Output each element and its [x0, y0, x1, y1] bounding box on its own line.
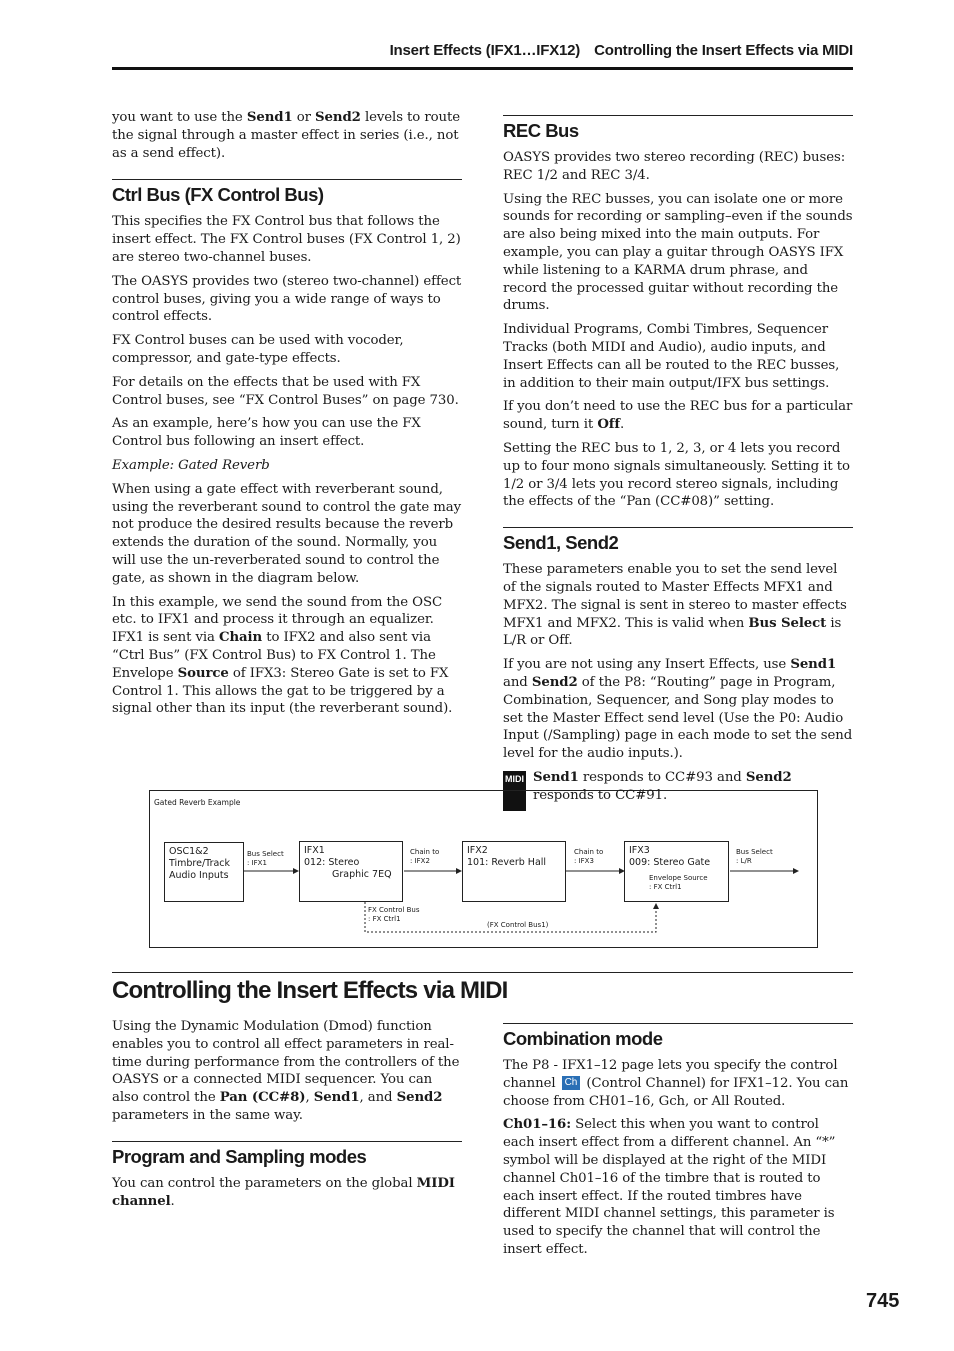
midi-icon: MIDI	[503, 771, 526, 811]
midi-left-column	[112, 1018, 462, 1216]
page-number: 745	[866, 1290, 900, 1312]
ctrl-bus-p2: The OASYS provides two (stereo two-channel) effect control buses, giving you a wide range of ways to control effects.	[112, 273, 462, 325]
ctrl-bus-p1: This specifies the FX Control bus that follows the insert effect. The FX Control buses (FX Control 1, 2) are stereo two-channel buses.	[112, 214, 461, 265]
midi-note-text: Send1 responds to CC#93 and Send2 responds to CC#91.	[533, 769, 792, 803]
ctrl-bus-p7: In this example, we send the sound from the OSC etc. to IFX1 and process it through an equalizer. IFX1 is sent via Chain to IFX2 and also sent via “Ctrl Bus” (FX Control Bus) to FX Control 1. The Envelope Source of IFX3: Stereo Gate is set to FX Control 1. This allows the gat to be triggered by a signal other than its input (the reverberant sound).	[112, 594, 453, 717]
page-header	[112, 40, 853, 70]
ctrl-bus-heading: Ctrl Bus (FX Control Bus)	[112, 179, 462, 207]
rec-bus-p1: OASYS provides two stereo recording (REC) buses: REC 1/2 and REC 3/4.	[503, 150, 846, 183]
bus-select-lr-label: Bus Select : L/R	[736, 848, 773, 865]
ifx3-box: IFX3 009: Stereo Gate Envelope Source : FX Ctrl1	[624, 841, 729, 902]
bus-select-ifx1-label: Bus Select : IFX1	[247, 850, 284, 867]
chain-to-ifx2-label: Chain to : IFX2	[410, 848, 440, 865]
left-column	[112, 109, 462, 724]
ifx1-box: IFX1 012: Stereo Graphic 7EQ	[299, 841, 403, 902]
osc-source-box: OSC1&2 Timbre/Track Audio Inputs	[164, 842, 244, 902]
fx-control-bus1-label: (FX Control Bus1)	[487, 921, 549, 929]
program-sampling-heading: Program and Sampling modes	[112, 1141, 462, 1169]
send-p2: If you are not using any Insert Effects, use Send1 and Send2 of the P8: “Routing” page in Program, Combination, Sequencer, and Song play modes to set the Master Effect send level (Use the P0: Audio Input (/Sampling) page in each mode to set the send level for the audio inputs.).	[503, 657, 853, 762]
send-heading: Send1, Send2	[503, 527, 853, 555]
diagram-title: Gated Reverb Example	[154, 798, 241, 807]
chain-to-ifx3-label: Chain to : IFX3	[574, 848, 604, 865]
header-section: Insert Effects (IFX1…IFX12)	[389, 42, 581, 59]
program-sampling-p1: You can control the parameters on the global MIDI channel.	[112, 1175, 455, 1209]
combination-heading: Combination mode	[503, 1023, 853, 1051]
combination-p1: The P8 - IFX1–12 page lets you specify the control channel Ch (Control Channel) for IFX1–12. You can choose from CH01–16, Gch, or All Routed.	[503, 1058, 849, 1109]
running-title	[390, 42, 853, 59]
send-p1: These parameters enable you to set the send level of the signals routed to Master Effects MFX1 and MFX2. The signal is sent in stereo to master effects MFX1 and MFX2. This is valid when Bus Select is L/R or Off.	[503, 562, 847, 649]
ch-icon: Ch	[562, 1076, 581, 1090]
rec-bus-heading: REC Bus	[503, 115, 853, 143]
right-column	[503, 115, 853, 811]
ifx2-box: IFX2 101: Reverb Hall	[462, 841, 566, 902]
rec-bus-p5: Setting the REC bus to 1, 2, 3, or 4 lets you record up to four mono signals simultaneously. Setting it to 1/2 or 3/4 lets you record stereo signals, including the effects of the “Pan (CC#08)” setting.	[503, 440, 850, 510]
midi-section-rule	[112, 972, 853, 973]
ctrl-bus-p6: When using a gate effect with reverberant sound, using the reverberant sound to control the gate may not produce the desired results because the reverb extends the duration of the sound. Normally, you will use the un-reverberated sound to control the gate, as shown in the diagram below.	[112, 481, 462, 586]
rec-bus-p3: Individual Programs, Combi Timbres, Sequencer Tracks (both MIDI and Audio), audio inputs, and Insert Effects can all be routed to the REC busses, in addition to their main output/IFX bus settings.	[503, 322, 840, 391]
rec-bus-p2: Using the REC busses, you can isolate one or more sounds for recording or sampling–even if the sounds are also being mixed into the main outputs. For example, you can play a guitar through OASYS IFX while listening to a KARMA drum phrase, and record the processed guitar without recording the drums.	[503, 191, 853, 314]
ctrl-bus-p5: As an example, here’s how you can use the FX Control bus following an insert effect.	[112, 416, 421, 450]
combination-p2: Ch01–16: Select this when you want to control each insert effect from a different channel. An “*” symbol will be displayed at the right of the MIDI channel Ch01–16 of the timbre that is routed to each insert effect. If the routed timbres have different MIDI channel settings, this parameter is used to specify the channel that will control the insert effect.	[503, 1117, 836, 1257]
ctrl-bus-p3: FX Control buses can be used with vocoder, compressor, and gate-type effects.	[112, 333, 404, 366]
example-label: Example: Gated Reverb	[112, 457, 270, 473]
rec-bus-p4: If you don’t need to use the REC bus for a particular sound, turn it Off.	[503, 399, 853, 433]
midi-intro: Using the Dynamic Modulation (Dmod) function enables you to control all effect parameters in real-time during performance from the controllers of the OASYS or a connected MIDI sequencer. You can also control the Pan (CC#8), Send1, and Send2 parameters in the same way.	[112, 1019, 460, 1123]
midi-right-column	[503, 1023, 853, 1265]
header-subsection: Controlling the Insert Effects via MIDI	[594, 42, 853, 59]
midi-section-heading: Controlling the Insert Effects via MIDI	[112, 977, 508, 1004]
intro-paragraph: you want to use the Send1 or Send2 levels to route the signal through a master effect in series (i.e., not as a send effect).	[112, 110, 460, 161]
fx-control-bus-label: FX Control Bus : FX Ctrl1	[368, 906, 420, 923]
ctrl-bus-p4: For details on the effects that be used with FX Control buses, see “FX Control Buses” on page 730.	[112, 374, 459, 408]
gated-reverb-diagram	[149, 790, 818, 948]
